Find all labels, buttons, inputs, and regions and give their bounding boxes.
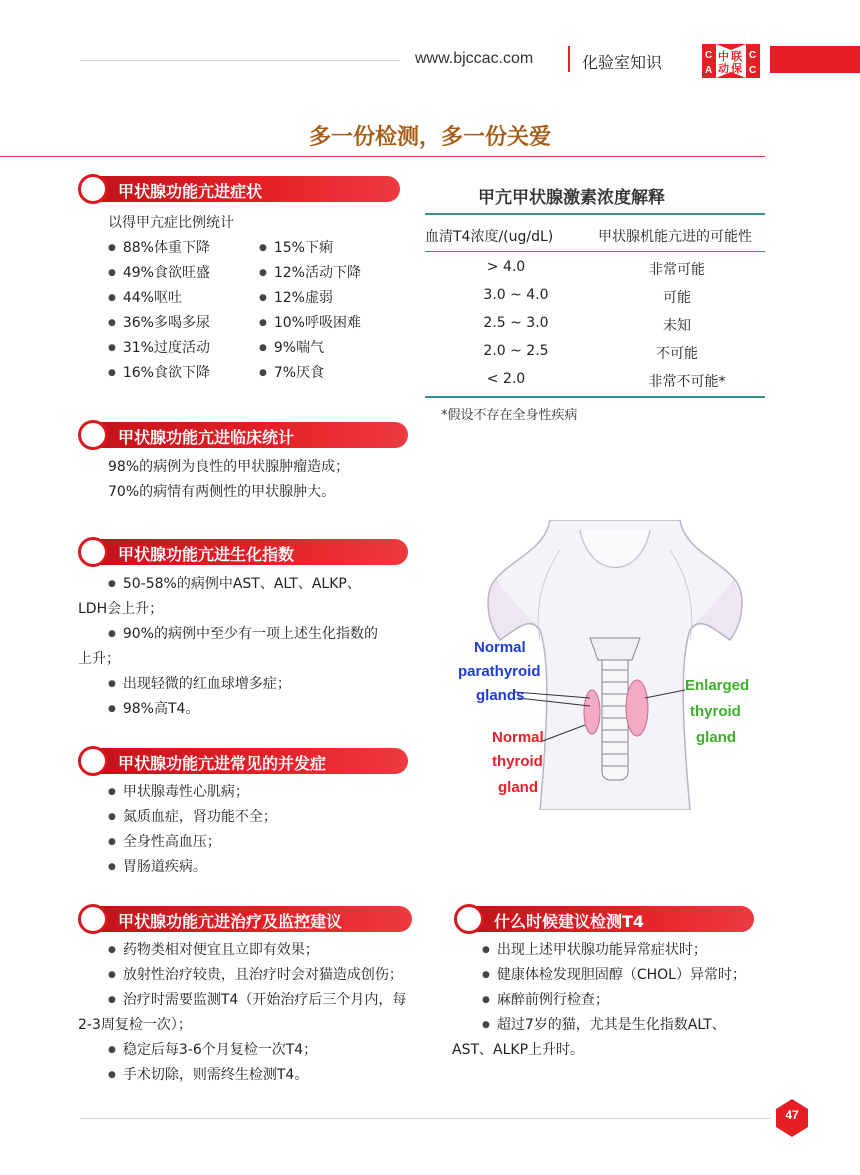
logo-bao: 保 bbox=[731, 62, 742, 75]
section-circle-icon bbox=[78, 537, 108, 567]
symptom-item: ● 88%体重下降 bbox=[108, 238, 210, 260]
section-circle-icon bbox=[78, 174, 108, 204]
larynx-shape bbox=[590, 638, 640, 660]
complication-item: ● 胃肠道疾病。 bbox=[108, 857, 207, 879]
label-enlarged-3: gland bbox=[696, 729, 736, 746]
treatment-line: ● 稳定后每3-6个月复检一次T4； bbox=[108, 1040, 317, 1062]
symptom-item: ● 12%虚弱 bbox=[259, 288, 333, 310]
page-number: 47 bbox=[785, 1108, 799, 1122]
label-thyroid-1: Normal bbox=[492, 729, 544, 746]
table-cell-likelihood: 非常可能 bbox=[649, 262, 705, 278]
table-cell-t4: 2.5 ~ 3.0 bbox=[483, 315, 549, 331]
label-parathyroid-3: glands bbox=[476, 687, 525, 704]
biochem-line: ● 98%高T4。 bbox=[108, 699, 199, 721]
ccac-logo bbox=[702, 44, 760, 78]
symptoms-intro: 以得甲亢症比例统计 bbox=[108, 215, 234, 231]
treatment-line: ● 放射性治疗较贵，且治疗时会对猫造成创伤； bbox=[108, 965, 403, 987]
logo-dong: 动 bbox=[718, 62, 729, 75]
treatment-line: ● 药物类相对便宜且立即有效果； bbox=[108, 940, 319, 962]
complication-item: ● 全身性高血压； bbox=[108, 832, 221, 854]
table-footnote: *假设不存在全身性疾病 bbox=[441, 408, 578, 423]
title-rule bbox=[0, 156, 765, 157]
site-url[interactable]: www.bjccac.com bbox=[415, 50, 534, 67]
table-cell-t4: 2.0 ~ 2.5 bbox=[483, 343, 549, 359]
section-circle-icon bbox=[454, 904, 484, 934]
table-header-rule bbox=[425, 251, 765, 252]
normal-thyroid-lobe bbox=[584, 690, 600, 734]
section-header-complications bbox=[78, 748, 408, 774]
logo-lian: 联 bbox=[731, 50, 742, 63]
table-cell-t4: > 4.0 bbox=[486, 259, 526, 275]
header-red-tab bbox=[770, 46, 860, 73]
label-thyroid-3: gland bbox=[498, 779, 538, 796]
symptom-item: ● 12%活动下降 bbox=[259, 263, 361, 285]
logo-c3: C bbox=[749, 65, 757, 76]
complication-item: ● 氮质血症，肾功能不全； bbox=[108, 807, 277, 829]
symptom-item: ● 15%下痢 bbox=[259, 238, 333, 260]
table-cell-likelihood: 可能 bbox=[663, 290, 691, 306]
section-header-clinical bbox=[78, 422, 408, 448]
biochem-line: ● 90%的病例中至少有一项上述生化指数的 bbox=[108, 624, 378, 646]
header-rule bbox=[80, 60, 400, 61]
table-cell-t4: < 2.0 bbox=[486, 371, 526, 387]
symptom-item: ● 10%呼吸困难 bbox=[259, 313, 361, 335]
cat-thyroid-illustration bbox=[440, 520, 770, 810]
symptom-item: ● 36%多喝多尿 bbox=[108, 313, 210, 335]
label-parathyroid-1: Normal bbox=[474, 639, 526, 656]
section-header-treatment bbox=[78, 906, 412, 932]
biochem-line: ● 50-58%的病例中AST、ALT、ALKP、 bbox=[108, 574, 361, 596]
symptom-item: ● 31%过度活动 bbox=[108, 338, 210, 360]
section-title: 甲状腺功能亢进治疗及监控建议 bbox=[118, 912, 343, 931]
section-header-when-test bbox=[454, 906, 754, 932]
logo-a1: A bbox=[705, 65, 713, 76]
footer-rule bbox=[80, 1118, 770, 1119]
when-test-line: ● 健康体检发现胆固醇（CHOL）异常时； bbox=[482, 965, 746, 987]
header-separator bbox=[568, 46, 570, 72]
logo-c1: C bbox=[705, 50, 713, 61]
symptom-item: ● 7%厌食 bbox=[259, 363, 324, 385]
section-title: 甲状腺功能亢进临床统计 bbox=[118, 428, 295, 447]
section-title: 甲状腺功能亢进生化指数 bbox=[118, 545, 295, 564]
page-title: 多一份检测，多一份关爱 bbox=[308, 125, 551, 150]
label-thyroid-2: thyroid bbox=[492, 753, 543, 770]
treatment-line: ● 手术切除，则需终生检测T4。 bbox=[108, 1065, 308, 1087]
logo-c2: C bbox=[749, 50, 757, 61]
biochem-line: LDH会上升； bbox=[78, 601, 164, 617]
symptom-item: ● 44%呕吐 bbox=[108, 288, 182, 310]
symptom-item: ● 16%食欲下降 bbox=[108, 363, 210, 385]
table-cell-likelihood: 未知 bbox=[663, 318, 691, 334]
table-cell-likelihood: 不可能 bbox=[656, 346, 698, 362]
section-circle-icon bbox=[78, 420, 108, 450]
when-test-line: ● 超过7岁的猫，尤其是生化指数ALT、 bbox=[482, 1015, 726, 1037]
biochem-line: 上升； bbox=[78, 651, 120, 667]
header-category: 化验室知识 bbox=[582, 53, 663, 72]
symptom-item: ● 49%食欲旺盛 bbox=[108, 263, 210, 285]
treatment-line: 2-3周复检一次）； bbox=[78, 1017, 192, 1033]
section-title: 甲状腺功能亢进常见的并发症 bbox=[118, 754, 327, 773]
section-header-biochem bbox=[78, 539, 408, 565]
logo-zhong: 中 bbox=[718, 50, 729, 63]
table-cell-t4: 3.0 ~ 4.0 bbox=[483, 287, 549, 303]
biochem-line: ● 出现轻微的红血球增多症； bbox=[108, 674, 291, 696]
enlarged-thyroid-lobe bbox=[626, 680, 648, 736]
clinical-line: 98%的病例为良性的甲状腺肿瘤造成； bbox=[108, 459, 350, 475]
complication-item: ● 甲状腺毒性心肌病； bbox=[108, 782, 249, 804]
label-enlarged-2: thyroid bbox=[690, 703, 741, 720]
table-header-likelihood: 甲状腺机能亢进的可能性 bbox=[598, 229, 752, 245]
label-enlarged-1: Enlarged bbox=[685, 677, 750, 694]
table-top-rule bbox=[425, 213, 765, 215]
treatment-line: ● 治疗时需要监测T4（开始治疗后三个月内，每 bbox=[108, 990, 406, 1012]
table-cell-likelihood: 非常不可能* bbox=[648, 374, 726, 390]
section-circle-icon bbox=[78, 746, 108, 776]
table-header-t4: 血清T4浓度/(ug/dL) bbox=[425, 229, 554, 245]
symptom-item: ● 9%喘气 bbox=[259, 338, 324, 360]
table-bottom-rule bbox=[425, 396, 765, 398]
when-test-line: ● 麻醉前例行检查； bbox=[482, 990, 609, 1012]
section-header-symptoms bbox=[78, 176, 400, 202]
when-test-line: ● 出现上述甲状腺功能异常症状时； bbox=[482, 940, 707, 962]
t4-table-title: 甲亢甲状腺激素浓度解释 bbox=[478, 188, 665, 208]
clinical-line: 70%的病情有两侧性的甲状腺肿大。 bbox=[108, 484, 336, 500]
section-title: 什么时候建议检测T4 bbox=[494, 912, 645, 931]
section-circle-icon bbox=[78, 904, 108, 934]
label-parathyroid-2: parathyroid bbox=[458, 663, 541, 680]
when-test-line: AST、ALKP上升时。 bbox=[452, 1042, 585, 1058]
section-title: 甲状腺功能亢进症状 bbox=[118, 182, 263, 201]
